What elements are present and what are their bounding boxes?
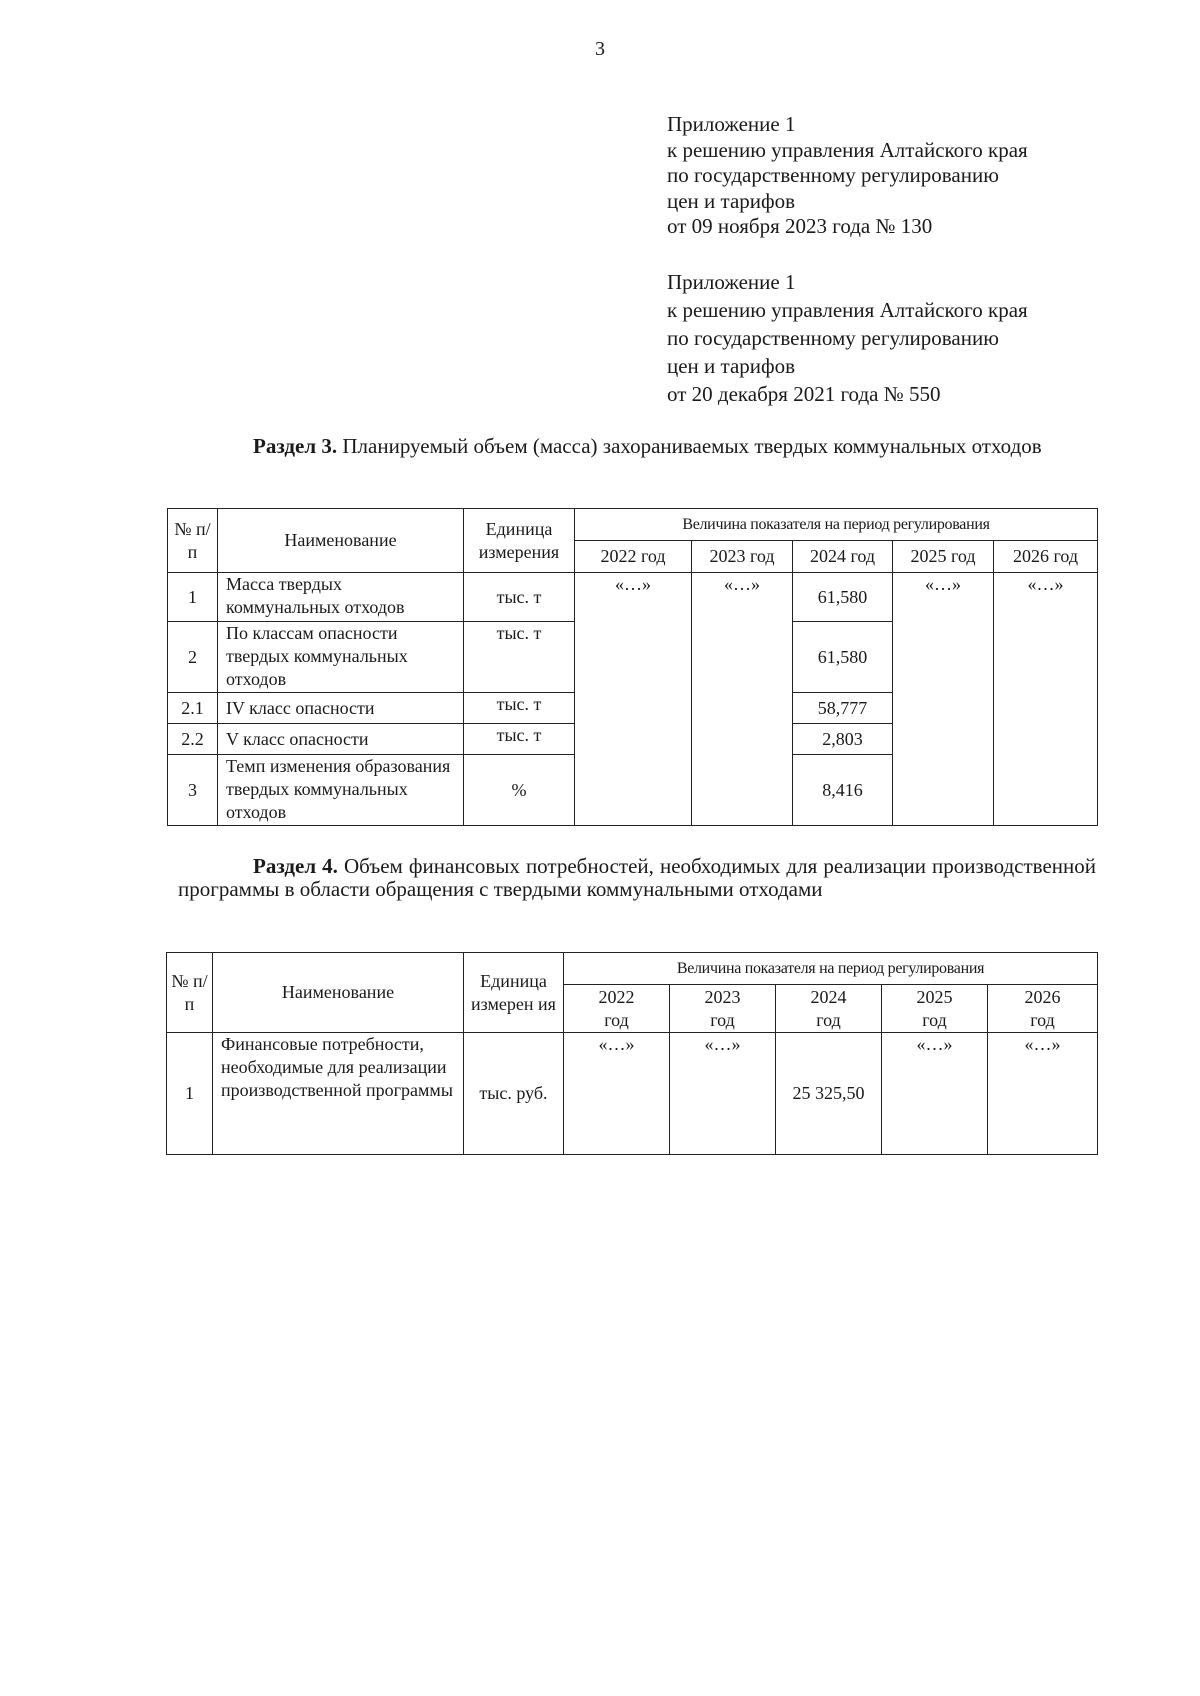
- section-4-table: [166, 952, 1098, 1155]
- header-year-number: 2023: [704, 986, 741, 1007]
- cell-name: Финансовые потребности, необходимые для реализации производственной программы: [213, 1033, 464, 1155]
- cell-unit: тыс. т: [464, 724, 575, 755]
- cell-num: 1: [167, 1033, 213, 1155]
- cell-name: Масса твердых коммунальных отходов: [218, 573, 464, 622]
- cell-omitted: «…»: [893, 573, 994, 826]
- section-title: Объем финансовых потребностей, необходимых для реализации производственной программы в области обращения с твердыми коммунальными отходами: [178, 854, 1096, 901]
- cell-value: 2,803: [793, 724, 893, 755]
- cell-omitted: «…»: [575, 573, 692, 826]
- cell-value: 25 325,50: [776, 1033, 882, 1155]
- appendix-line: по государственному регулированию: [667, 326, 999, 350]
- cell-num: 2.1: [168, 693, 218, 724]
- appendix-line: по государственному регулированию: [667, 163, 999, 187]
- header-year: 2023 год: [692, 541, 793, 573]
- cell-omitted: «…»: [988, 1033, 1098, 1155]
- header-year-suffix: год: [604, 1009, 629, 1030]
- table-row: [168, 573, 1098, 622]
- cell-num: 3: [168, 755, 218, 826]
- cell-unit: тыс. т: [464, 622, 575, 693]
- header-num: № п/ п: [167, 953, 213, 1033]
- cell-num: 2: [168, 622, 218, 693]
- header-unit: Единица измерения: [464, 509, 575, 573]
- cell-num: 1: [168, 573, 218, 622]
- appendix-current-block: [667, 112, 1028, 240]
- appendix-line: Приложение 1: [667, 270, 796, 294]
- header-year: [988, 985, 1098, 1033]
- cell-omitted: «…»: [670, 1033, 776, 1155]
- header-year: [776, 985, 882, 1033]
- page-number: 3: [595, 38, 605, 60]
- appendix-line: к решению управления Алтайского края: [667, 298, 1028, 322]
- appendix-line: от 09 ноября 2023 года № 130: [667, 214, 933, 238]
- cell-omitted: «…»: [994, 573, 1098, 826]
- cell-value: 8,416: [793, 755, 893, 826]
- cell-unit: тыс. руб.: [464, 1033, 564, 1155]
- header-name: Наименование: [213, 953, 464, 1033]
- cell-name: По классам опасности твердых коммунальных отходов: [218, 622, 464, 693]
- appendix-line: от 20 декабря 2021 года № 550: [667, 382, 941, 406]
- appendix-line: цен и тарифов: [667, 354, 796, 378]
- header-year-number: 2024: [810, 986, 847, 1007]
- header-year: [670, 985, 776, 1033]
- appendix-line: к решению управления Алтайского края: [667, 137, 1028, 162]
- appendix-line: цен и тарифов: [667, 188, 796, 213]
- cell-unit: тыс. т: [464, 573, 575, 622]
- cell-name: Темп изменения образования твердых коммунальных отходов: [218, 755, 464, 826]
- cell-name: V класс опасности: [218, 724, 464, 755]
- cell-value: 61,580: [793, 622, 893, 693]
- section-3-table: [167, 508, 1098, 826]
- header-name: Наименование: [218, 509, 464, 573]
- table-row: [167, 1033, 1098, 1155]
- header-year: [882, 985, 988, 1033]
- header-year: 2022 год: [575, 541, 692, 573]
- section-label: Раздел 4.: [253, 854, 338, 878]
- header-period: Величина показателя на период регулирования: [575, 509, 1098, 541]
- cell-unit: тыс. т: [464, 693, 575, 724]
- header-year: 2026 год: [994, 541, 1098, 573]
- cell-omitted: «…»: [564, 1033, 670, 1155]
- header-period: Величина показателя на период регулирования: [564, 953, 1098, 985]
- cell-omitted: «…»: [882, 1033, 988, 1155]
- section-4-heading: [178, 855, 1096, 901]
- header-year: [564, 985, 670, 1033]
- header-year-suffix: год: [816, 1009, 841, 1030]
- header-unit: Единица измерен ия: [464, 953, 564, 1033]
- header-year-suffix: год: [1030, 1009, 1055, 1030]
- header-year-suffix: год: [922, 1009, 947, 1030]
- header-year-number: 2025: [916, 986, 953, 1007]
- cell-value: 58,777: [793, 693, 893, 724]
- header-year: 2024 год: [793, 541, 893, 573]
- header-num: № п/п: [168, 509, 218, 573]
- section-label: Раздел 3.: [253, 434, 338, 458]
- appendix-line: Приложение 1: [667, 112, 796, 136]
- cell-unit: %: [464, 755, 575, 826]
- cell-value: 61,580: [793, 573, 893, 622]
- header-year-number: 2026: [1024, 986, 1061, 1007]
- header-year-number: 2022: [598, 986, 635, 1007]
- appendix-original-block: [667, 268, 1028, 408]
- cell-name: IV класс опасности: [218, 693, 464, 724]
- header-year: 2025 год: [893, 541, 994, 573]
- cell-omitted: «…»: [692, 573, 793, 826]
- cell-num: 2.2: [168, 724, 218, 755]
- header-year-suffix: год: [710, 1009, 735, 1030]
- section-3-heading: [178, 435, 1096, 458]
- section-title: Планируемый объем (масса) захораниваемых твердых коммунальных отходов: [342, 434, 1042, 458]
